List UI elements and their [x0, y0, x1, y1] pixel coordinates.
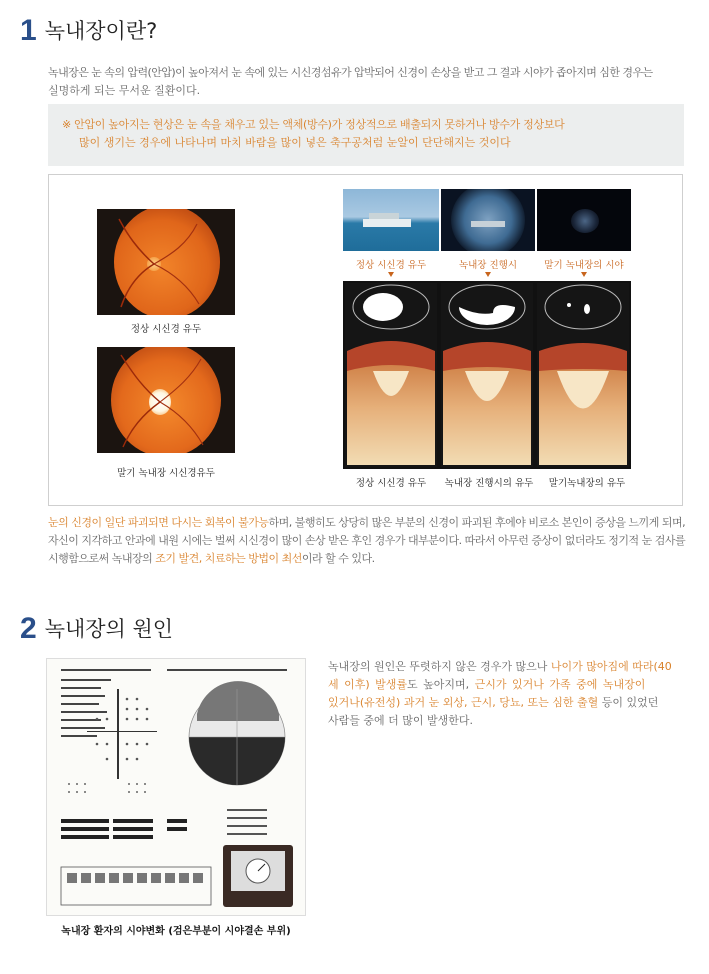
note-line: 안압이 높아지는 현상은 눈 속을 채우고 있는 액체(방수)가 정상적으로 배출되지 못하거나 방수가 정상보다: [74, 118, 565, 131]
arrow-down-icon: [581, 272, 587, 277]
vision-label: 녹내장 진행시: [458, 260, 518, 271]
optic-disc-diagram: [343, 281, 631, 469]
section-1-heading: [20, 16, 157, 46]
paragraph-text: 사람들 중에 더 많이 발생한다.: [328, 714, 473, 727]
intro-line: 실명하게 되는 무서운 질환이다.: [48, 84, 201, 97]
highlight-text: 눈의 신경이 일단 파괴되면 다시는 회복이 불가능: [48, 516, 269, 529]
paragraph-text: 등이 있었던: [598, 696, 659, 709]
vision-label: 말기 녹내장의 시야: [544, 260, 624, 271]
section-number: 1: [20, 14, 37, 47]
highlight-text: 조기 발견, 치료하는 방법이 최선: [155, 552, 302, 565]
conclusion-paragraph: [48, 514, 688, 568]
highlight-text: 나이가 많아짐에 따라(40: [550, 660, 672, 673]
diagram-caption: 정상 시신경 유두: [343, 475, 439, 489]
intro-line: 녹내장은 눈 속의 압력(안압)이 높아져서 눈 속에 있는 시신경섬유가 압박되어 신경이 손상을 받고 그 결과 시야가 좁아지며 심한 경우는: [48, 66, 653, 79]
vision-late-image: [537, 189, 631, 251]
vision-label: 정상 시신경 유두: [355, 260, 427, 271]
figure-box: [48, 174, 683, 506]
fundus-normal-image: [97, 209, 235, 315]
paragraph-text: 시행함으로써 녹내장의: [48, 552, 156, 565]
arrow-down-icon: [388, 272, 394, 277]
section-2-heading: [20, 614, 173, 644]
section-title: 녹내장이란?: [44, 19, 158, 43]
fundus-normal-caption: 정상 시신경 유두: [130, 324, 202, 335]
fundus-late-caption: 말기 녹내장 시신경유두: [117, 468, 215, 479]
paragraph-text: 하며, 불행히도 상당히 많은 부분의 신경이 파괴된 후에야 비로소 본인이 증상을 느끼게 되며,: [268, 516, 686, 529]
paragraph-text: 자신이 지각하고 안과에 내원 시에는 벌써 시신경이 많이 손상 받은 후인 경우가 대부분이다. 따라서 아무런 증상이 없더라도 정기적 눈 검사를: [48, 534, 686, 547]
vision-progress-image: [441, 189, 535, 251]
paragraph-text: 도 높아지며,: [407, 678, 475, 691]
visual-field-caption: 녹내장 환자의 시야변화 (검은부분이 시야결손 부위): [61, 926, 291, 937]
highlight-text: 세 이후) 발생률: [328, 678, 408, 691]
diagram-caption: 말기녹내장의 유두: [548, 478, 626, 489]
intro-paragraph: [48, 64, 688, 100]
diagram-caption: 녹내장 진행시의 유두: [444, 478, 534, 489]
vision-normal-image: [343, 189, 439, 251]
note-mark: ※: [62, 118, 71, 131]
paragraph-text: 이라 할 수 있다.: [301, 552, 375, 565]
arrow-down-icon: [485, 272, 491, 277]
visual-field-chart-image: [46, 658, 306, 916]
section-title: 녹내장의 원인: [44, 617, 174, 641]
fundus-late-image: [97, 347, 235, 453]
note-box: [48, 104, 684, 166]
paragraph-text: 녹내장의 원인은 뚜렷하지 않은 경우가 많으나: [328, 660, 551, 673]
cause-paragraph: [328, 658, 688, 730]
highlight-text: 근시가 있거나 가족 중에 녹내장이: [474, 678, 646, 691]
section-number: 2: [20, 612, 37, 645]
note-line: 많이 생기는 경우에 나타나며 마치 바람을 많이 넣은 축구공처럼 눈알이 단단해지는 것이다: [79, 136, 511, 149]
highlight-text: 있거나(유전성) 과거 눈 외상, 근시, 당뇨, 또는 심한 출혈: [328, 696, 599, 709]
